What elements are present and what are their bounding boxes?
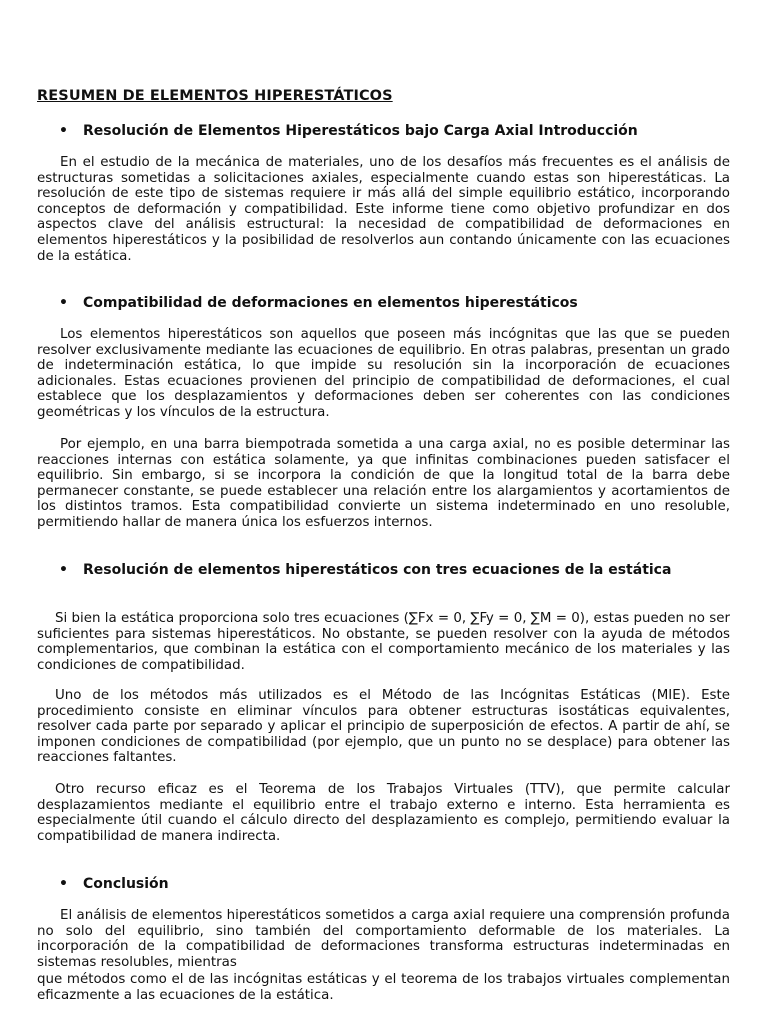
bullet-icon: •: [59, 123, 68, 139]
paragraph: Otro recurso eficaz es el Teorema de los Trabajos Virtuales (TTV), que permite calcular desplazamientos mediante el equilibrio entre el trabajo externo e interno. Esta herramienta es especialmente útil cuando el cálculo directo del desplazamiento es complejo, permitiendo evaluar la compatibilidad de manera indirecta.: [37, 782, 730, 844]
bullet-icon: •: [59, 562, 68, 578]
section-heading-compatibilidad: • Compatibilidad de deformaciones en elementos hiperestáticos: [59, 295, 578, 311]
paragraph: En el estudio de la mecánica de materiales, uno de los desafíos más frecuentes es el análisis de estructuras sometidas a solicitaciones axiales, especialmente cuando estas son hiperestáticas. La resolución de este tipo de sistemas requiere ir más allá del simple equilibrio estático, incorporando conceptos de deformación y compatibilidad. Este informe tiene como objetivo profundizar en dos aspectos clave del análisis estructural: la necesidad de compatibilidad de deformaciones en elementos hiperestáticos y la posibilidad de resolverlos aun contando únicamente con las ecuaciones de la estática.: [37, 155, 730, 264]
paragraph: Si bien la estática proporciona solo tres ecuaciones (∑Fx = 0, ∑Fy = 0, ∑M = 0), estas pueden no ser suficientes para sistemas hiperestáticos. No obstante, se pueden resolver con la ayuda de métodos complementarios, que combinan la estática con el comportamiento mecánico de los materiales y las condiciones de compatibilidad.: [37, 611, 730, 673]
paragraph: que métodos como el de las incógnitas estáticas y el teorema de los trabajos virtuales complementan eficazmente a las ecuaciones de la estática.: [37, 972, 730, 1003]
document-title: RESUMEN DE ELEMENTOS HIPERESTÁTICOS: [37, 88, 393, 104]
paragraph: Los elementos hiperestáticos son aquellos que poseen más incógnitas que las que se pueden resolver exclusivamente mediante las ecuaciones de equilibrio. En otras palabras, presentan un grado de indeterminación estática, lo que impide su resolución sin la incorporación de ecuaciones adicionales. Estas ecuaciones provienen del principio de compatibilidad de deformaciones, el cual establece que los desplazamientos y deformaciones deben ser coherentes con las condiciones geométricas y los vínculos de la estructura.: [37, 327, 730, 420]
paragraph: El análisis de elementos hiperestáticos sometidos a carga axial requiere una comprensión profunda no solo del equilibrio, sino también del comportamiento deformable de los materiales. La incorporación de la compatibilidad de deformaciones transforma estructuras indeterminadas en sistemas resolubles, mientras: [37, 908, 730, 970]
section-heading-tres-ecuaciones: • Resolución de elementos hiperestáticos con tres ecuaciones de la estática: [59, 562, 672, 578]
section-heading-introduccion: • Resolución de Elementos Hiperestáticos bajo Carga Axial Introducción: [59, 123, 638, 139]
bullet-icon: •: [59, 295, 68, 311]
section-heading-conclusion: • Conclusión: [59, 876, 169, 892]
bullet-icon: •: [59, 876, 68, 892]
paragraph: Uno de los métodos más utilizados es el Método de las Incógnitas Estáticas (MIE). Este procedimiento consiste en eliminar vínculos para obtener estructuras isostáticas equivalentes, resolver cada parte por separado y aplicar el principio de superposición de efectos. A partir de ahí, se imponen condiciones de compatibilidad (por ejemplo, que un punto no se desplace) para obtener las reacciones faltantes.: [37, 688, 730, 766]
paragraph: Por ejemplo, en una barra biempotrada sometida a una carga axial, no es posible determinar las reacciones internas con estática solamente, ya que infinitas combinaciones pueden satisfacer el equilibrio. Sin embargo, si se incorpora la condición de que la longitud total de la barra debe permanecer constante, se puede establecer una relación entre los alargamientos y acortamientos de los distintos tramos. Esta compatibilidad convierte un sistema indeterminado en uno resoluble, permitiendo hallar de manera única los esfuerzos internos.: [37, 437, 730, 530]
